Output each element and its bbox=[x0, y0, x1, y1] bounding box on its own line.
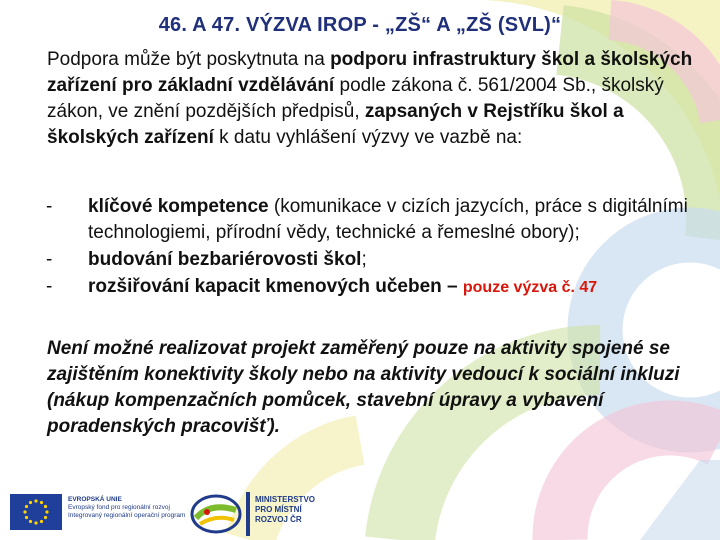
bullet-item bbox=[40, 274, 700, 301]
bullet-item bbox=[40, 247, 700, 274]
bullet-item bbox=[40, 194, 700, 247]
intro-text-3: k datu vyhlášení výzvy ve vazbě na: bbox=[213, 127, 523, 148]
ministry-line-3: ROZVOJ ČR bbox=[255, 515, 302, 524]
eu-title: EVROPSKÁ UNIE bbox=[68, 496, 122, 503]
footer-logos bbox=[0, 488, 720, 540]
bullet-red-note: pouze výzva č. 47 bbox=[462, 279, 598, 296]
eu-program: Integrovaný regionální operační program bbox=[68, 512, 186, 519]
intro-text-1: Podpora může být poskytnuta na bbox=[47, 49, 331, 70]
ministry-line-2: PRO MÍSTNÍ bbox=[255, 505, 302, 514]
ministry-line-1: MINISTERSTVO bbox=[255, 495, 316, 504]
bullet-dash: - bbox=[46, 276, 53, 297]
bullet-dash: - bbox=[46, 249, 53, 270]
ministry-label bbox=[255, 495, 315, 525]
bullet-list bbox=[40, 194, 700, 301]
eu-label bbox=[68, 496, 198, 520]
bullet-bold: budování bezbariérovosti škol bbox=[88, 249, 362, 270]
bullet-text: ; bbox=[361, 249, 367, 270]
irop-logo-icon bbox=[190, 492, 242, 536]
mmr-brand-bar bbox=[246, 492, 250, 536]
note-paragraph: Není možné realizovat projekt zaměřený pouze na aktivity spojené se zajištěním konektivity školy nebo na aktivity vedoucí k sociální inkluzi (nákup kompenzačních pomůcek, stavební úpravy a vybavení poradenských pracovišť). bbox=[47, 338, 680, 437]
bullet-bold: rozšiřování kapacit kmenových učeben – bbox=[88, 276, 458, 297]
eu-flag-icon bbox=[10, 494, 62, 530]
bullet-dash: - bbox=[46, 196, 53, 217]
intro-paragraph bbox=[47, 47, 697, 151]
intro-bold-1: podporu infrastruktury škol a školských zařízení pro základní vzdělávání bbox=[47, 49, 693, 96]
intro-text-2: podle zákona č. 561/2004 Sb., školský zákon, ve znění pozdějších předpisů, bbox=[47, 75, 664, 122]
bullet-bold: klíčové kompetence bbox=[88, 196, 269, 217]
eu-fund: Evropský fond pro regionální rozvoj bbox=[68, 504, 170, 511]
bullet-text: (komunikace v cizích jazycích, práce s digitálními technologiemi, přírodní vědy, technické a řemeslné obory); bbox=[88, 196, 688, 243]
intro-bold-2: zapsaných v Rejstříku škol a školských zařízení bbox=[47, 101, 624, 148]
slide-title: 46. A 47. VÝZVA IROP - „ZŠ“ A „ZŠ (SVL)“ bbox=[158, 14, 562, 36]
